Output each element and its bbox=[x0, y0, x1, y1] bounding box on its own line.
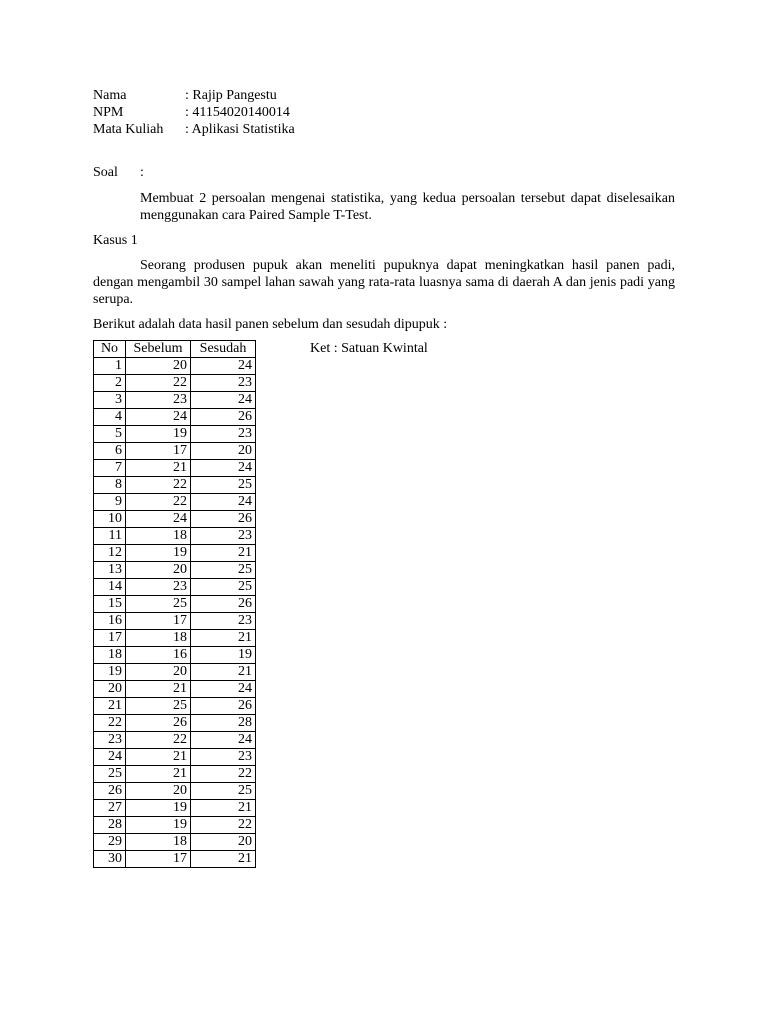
cell-sesudah: 26 bbox=[191, 596, 256, 613]
table-row bbox=[94, 494, 256, 511]
cell-sesudah: 24 bbox=[191, 460, 256, 477]
table-row bbox=[94, 409, 256, 426]
table-row bbox=[94, 851, 256, 868]
cell-no: 7 bbox=[94, 460, 126, 477]
header-sesudah: Sesudah bbox=[191, 341, 256, 358]
kasus-paragraph: Seorang produsen pupuk akan meneliti pupuknya dapat meningkatkan hasil panen padi, dengan mengambil 30 sampel lahan sawah yang rata-rata luasnya sama di daerah A dan jenis padi yang serupa. bbox=[93, 258, 675, 307]
table-area bbox=[93, 340, 675, 868]
cell-sesudah: 25 bbox=[191, 579, 256, 596]
table-row bbox=[94, 511, 256, 528]
cell-sesudah: 23 bbox=[191, 426, 256, 443]
cell-sebelum: 21 bbox=[126, 766, 191, 783]
table-row bbox=[94, 749, 256, 766]
cell-sesudah: 26 bbox=[191, 409, 256, 426]
table-row bbox=[94, 630, 256, 647]
cell-no: 27 bbox=[94, 800, 126, 817]
table-row bbox=[94, 834, 256, 851]
cell-sesudah: 21 bbox=[191, 800, 256, 817]
table-row bbox=[94, 732, 256, 749]
meta-npm bbox=[93, 104, 675, 121]
cell-sebelum: 26 bbox=[126, 715, 191, 732]
matkul-label: Mata Kuliah bbox=[93, 122, 164, 137]
table-header-row bbox=[94, 341, 256, 358]
cell-sebelum: 20 bbox=[126, 783, 191, 800]
cell-sebelum: 25 bbox=[126, 596, 191, 613]
cell-sesudah: 19 bbox=[191, 647, 256, 664]
meta-matkul bbox=[93, 121, 675, 138]
cell-no: 14 bbox=[94, 579, 126, 596]
cell-sebelum: 17 bbox=[126, 443, 191, 460]
table-row bbox=[94, 766, 256, 783]
cell-no: 30 bbox=[94, 851, 126, 868]
cell-sebelum: 18 bbox=[126, 528, 191, 545]
cell-sebelum: 19 bbox=[126, 817, 191, 834]
cell-no: 2 bbox=[94, 375, 126, 392]
cell-sebelum: 22 bbox=[126, 477, 191, 494]
cell-sebelum: 18 bbox=[126, 834, 191, 851]
meta-nama bbox=[93, 87, 675, 104]
nama-label: Nama bbox=[93, 88, 127, 103]
data-table bbox=[93, 340, 256, 868]
cell-sebelum: 21 bbox=[126, 749, 191, 766]
table-row bbox=[94, 647, 256, 664]
cell-sesudah: 24 bbox=[191, 358, 256, 375]
table-row bbox=[94, 443, 256, 460]
header-sebelum: Sebelum bbox=[126, 341, 191, 358]
cell-sebelum: 19 bbox=[126, 545, 191, 562]
cell-sesudah: 28 bbox=[191, 715, 256, 732]
table-row bbox=[94, 817, 256, 834]
soal-label: Soal bbox=[93, 165, 118, 180]
header-no: No bbox=[94, 341, 126, 358]
nama-value: : Rajip Pangestu bbox=[185, 88, 277, 103]
cell-sebelum: 16 bbox=[126, 647, 191, 664]
cell-sesudah: 24 bbox=[191, 392, 256, 409]
table-row bbox=[94, 562, 256, 579]
table-row bbox=[94, 528, 256, 545]
soal-colon: : bbox=[140, 165, 144, 180]
cell-no: 4 bbox=[94, 409, 126, 426]
cell-no: 15 bbox=[94, 596, 126, 613]
table-row bbox=[94, 681, 256, 698]
cell-sesudah: 24 bbox=[191, 732, 256, 749]
cell-sesudah: 25 bbox=[191, 783, 256, 800]
cell-sesudah: 23 bbox=[191, 613, 256, 630]
cell-sebelum: 19 bbox=[126, 800, 191, 817]
cell-no: 28 bbox=[94, 817, 126, 834]
cell-sebelum: 21 bbox=[126, 681, 191, 698]
table-row bbox=[94, 715, 256, 732]
table-row bbox=[94, 613, 256, 630]
soal-heading bbox=[93, 164, 675, 181]
cell-no: 23 bbox=[94, 732, 126, 749]
cell-no: 20 bbox=[94, 681, 126, 698]
cell-sebelum: 17 bbox=[126, 851, 191, 868]
cell-no: 26 bbox=[94, 783, 126, 800]
cell-sesudah: 25 bbox=[191, 477, 256, 494]
cell-sebelum: 22 bbox=[126, 732, 191, 749]
cell-sesudah: 26 bbox=[191, 511, 256, 528]
table-body bbox=[94, 358, 256, 868]
matkul-value: : Aplikasi Statistika bbox=[185, 122, 295, 137]
cell-no: 19 bbox=[94, 664, 126, 681]
cell-sebelum: 23 bbox=[126, 392, 191, 409]
cell-no: 12 bbox=[94, 545, 126, 562]
cell-sesudah: 23 bbox=[191, 528, 256, 545]
table-row bbox=[94, 477, 256, 494]
table-row bbox=[94, 698, 256, 715]
cell-sebelum: 25 bbox=[126, 698, 191, 715]
table-intro: Berikut adalah data hasil panen sebelum dan sesudah dipupuk : bbox=[93, 317, 448, 332]
cell-sebelum: 17 bbox=[126, 613, 191, 630]
table-row bbox=[94, 596, 256, 613]
table-row bbox=[94, 426, 256, 443]
cell-sebelum: 24 bbox=[126, 511, 191, 528]
npm-label: NPM bbox=[93, 105, 124, 120]
cell-sesudah: 25 bbox=[191, 562, 256, 579]
cell-sesudah: 21 bbox=[191, 545, 256, 562]
cell-sesudah: 21 bbox=[191, 630, 256, 647]
table-row bbox=[94, 579, 256, 596]
cell-sebelum: 21 bbox=[126, 460, 191, 477]
cell-no: 24 bbox=[94, 749, 126, 766]
document-page bbox=[93, 87, 675, 868]
cell-no: 3 bbox=[94, 392, 126, 409]
cell-sebelum: 19 bbox=[126, 426, 191, 443]
table-row bbox=[94, 460, 256, 477]
cell-sesudah: 22 bbox=[191, 817, 256, 834]
cell-no: 22 bbox=[94, 715, 126, 732]
npm-value: : 41154020140014 bbox=[185, 105, 290, 120]
cell-no: 11 bbox=[94, 528, 126, 545]
cell-no: 25 bbox=[94, 766, 126, 783]
table-row bbox=[94, 664, 256, 681]
cell-sebelum: 18 bbox=[126, 630, 191, 647]
table-row bbox=[94, 800, 256, 817]
cell-sesudah: 24 bbox=[191, 681, 256, 698]
cell-sesudah: 21 bbox=[191, 664, 256, 681]
cell-sesudah: 26 bbox=[191, 698, 256, 715]
cell-no: 16 bbox=[94, 613, 126, 630]
cell-sesudah: 23 bbox=[191, 749, 256, 766]
table-row bbox=[94, 375, 256, 392]
cell-sesudah: 20 bbox=[191, 443, 256, 460]
cell-no: 29 bbox=[94, 834, 126, 851]
soal-text: Membuat 2 persoalan mengenai statistika, yang kedua persoalan tersebut dapat diselesaikan menggunakan cara Paired Sample T-Test. bbox=[140, 191, 675, 223]
cell-no: 18 bbox=[94, 647, 126, 664]
cell-sesudah: 23 bbox=[191, 375, 256, 392]
cell-sebelum: 20 bbox=[126, 562, 191, 579]
cell-sebelum: 22 bbox=[126, 494, 191, 511]
cell-sesudah: 20 bbox=[191, 834, 256, 851]
cell-sebelum: 22 bbox=[126, 375, 191, 392]
cell-sesudah: 21 bbox=[191, 851, 256, 868]
cell-no: 8 bbox=[94, 477, 126, 494]
unit-note: Ket : Satuan Kwintal bbox=[310, 341, 428, 356]
cell-no: 1 bbox=[94, 358, 126, 375]
cell-no: 13 bbox=[94, 562, 126, 579]
cell-no: 21 bbox=[94, 698, 126, 715]
cell-sebelum: 20 bbox=[126, 664, 191, 681]
cell-no: 17 bbox=[94, 630, 126, 647]
table-row bbox=[94, 392, 256, 409]
cell-sebelum: 23 bbox=[126, 579, 191, 596]
cell-no: 9 bbox=[94, 494, 126, 511]
cell-sebelum: 24 bbox=[126, 409, 191, 426]
table-row bbox=[94, 783, 256, 800]
kasus-title: Kasus 1 bbox=[93, 233, 138, 248]
cell-no: 6 bbox=[94, 443, 126, 460]
cell-no: 5 bbox=[94, 426, 126, 443]
cell-no: 10 bbox=[94, 511, 126, 528]
cell-sesudah: 22 bbox=[191, 766, 256, 783]
cell-sesudah: 24 bbox=[191, 494, 256, 511]
cell-sebelum: 20 bbox=[126, 358, 191, 375]
table-row bbox=[94, 358, 256, 375]
table-row bbox=[94, 545, 256, 562]
